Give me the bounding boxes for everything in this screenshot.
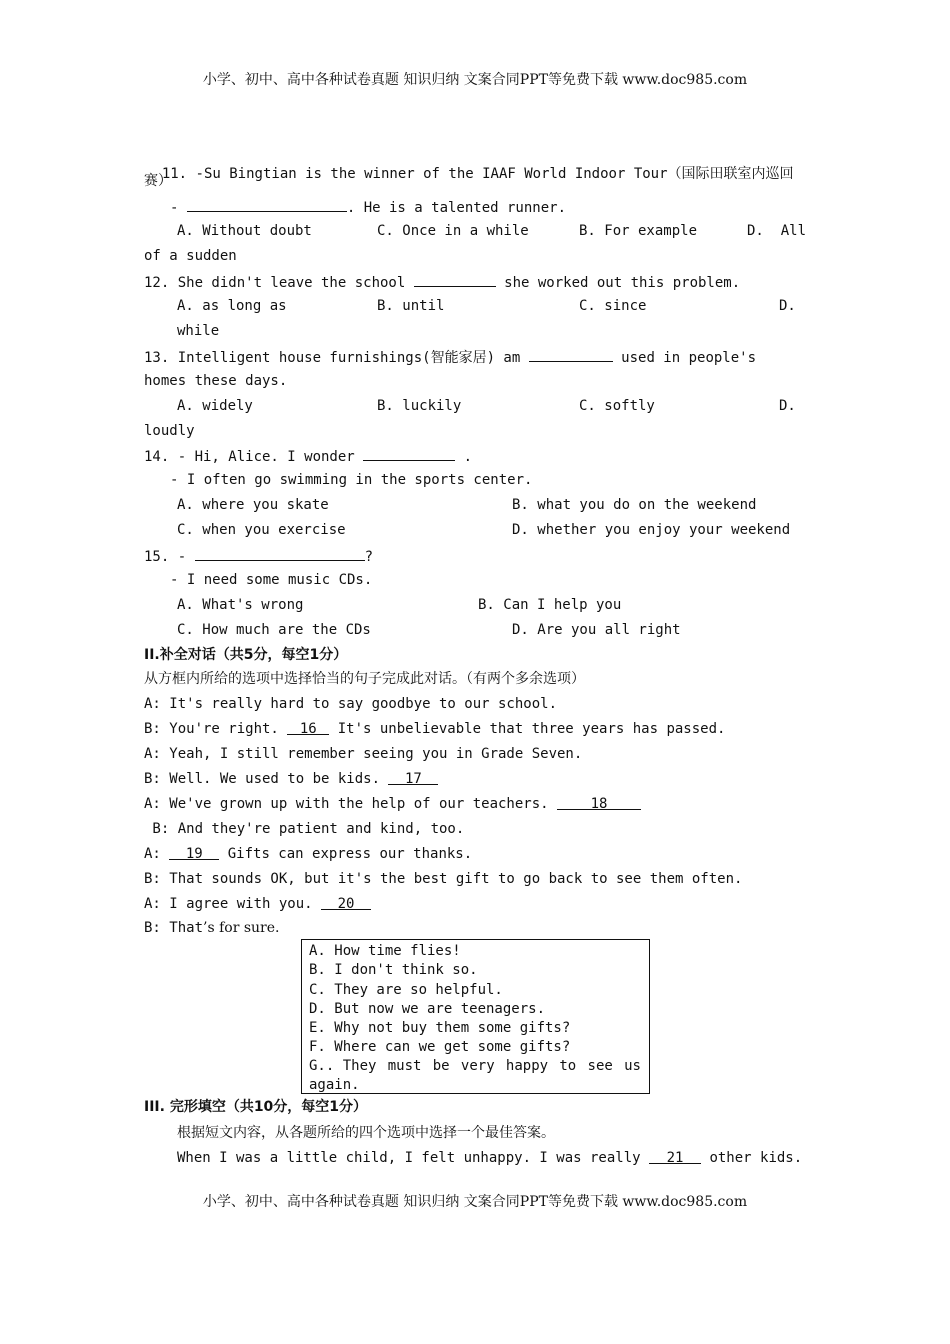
options-box [301,939,650,1094]
q11-option-d[interactable]: D. All [747,223,807,239]
q13-option-b[interactable]: B. luckily [377,398,462,414]
q11-option-d-cont: of a sudden [144,248,237,264]
q13-option-d[interactable]: D. [779,398,796,414]
box-option-b: B. I don't think so. [309,962,478,978]
q15-option-c[interactable]: C. How much are the CDs [177,622,371,638]
q12-option-c[interactable]: C. since [579,298,647,314]
section2-title: II.补全对话（共5分，每空1分） [144,647,348,663]
box-option-f: F. Where can we get some gifts? [309,1039,571,1055]
dialog-line-9: A: I agree with you. 20 [144,895,371,913]
q11-option-b[interactable]: B. For example [579,223,698,239]
blank-21[interactable]: 21 [649,1149,701,1164]
q14-option-d[interactable]: D. whether you enjoy your weekend [512,522,791,538]
q15-option-d[interactable]: D. Are you all right [512,622,681,638]
q13-blank[interactable] [529,347,613,362]
q15-stem: 15. - ? [144,546,373,566]
blank-16[interactable]: 16 [287,720,329,735]
q14-stem: 14. - Hi, Alice. I wonder . [144,446,472,466]
q13-option-c[interactable]: C. softly [579,398,655,414]
q15-reply: - I need some music CDs. [170,572,373,588]
q14-option-b[interactable]: B. what you do on the weekend [512,497,757,513]
section3-title: III. 完形填空（共10分，每空1分） [144,1099,368,1115]
q12-option-d[interactable]: D. [779,298,796,314]
passage-line-1: When I was a little child, I felt unhappy. I was really 21 other kids. [177,1150,803,1166]
box-option-c: C. They are so helpful. [309,982,503,998]
q12-option-a[interactable]: A. as long as [177,298,287,314]
blank-20[interactable]: 20 [321,895,371,910]
box-option-g-cont: again. [309,1077,360,1093]
dialog-line-10: B: That’s for sure. [144,920,280,936]
dialog-line-6: B: And they're patient and kind, too. [144,821,465,837]
q11-option-a[interactable]: A. Without doubt [177,223,312,239]
blank-17[interactable]: 17 [388,770,438,785]
box-option-a: A. How time flies! [309,943,461,959]
q12-stem: 12. She didn't leave the school she worked out this problem. [144,272,740,292]
box-option-d: D. But now we are teenagers. [309,1001,546,1017]
dialog-line-3: A: Yeah, I still remember seeing you in Grade Seven. [144,746,583,762]
section2-instruction: 从方框内所给的选项中选择恰当的句子完成此对话。（有两个多余选项） [144,671,585,687]
q12-option-d-cont: while [177,323,220,339]
q11-stem-cont: 赛） [144,173,172,189]
dialog-line-7: A: 19 Gifts can express our thanks. [144,846,473,862]
q14-reply: - I often go swimming in the sports center. [170,472,533,488]
q13-stem: 13. Intelligent house furnishings(智能家居) am used in people's [144,347,756,367]
q11-dialog: - . He is a talented runner. [170,197,566,217]
q11-option-c[interactable]: C. Once in a while [377,223,529,239]
q14-option-a[interactable]: A. where you skate [177,497,329,513]
dialog-line-2: B: You're right. 16 It's unbelievable that three years has passed. [144,721,726,737]
q12-blank[interactable] [414,272,496,287]
q11-stem: 11. -Su Bingtian is the winner of the IAAF World Indoor Tour（国际田联室内巡回 [161,166,794,182]
section3-instruction: 根据短文内容，从各题所给的四个选项中选择一个最佳答案。 [177,1125,555,1141]
q13-option-d-cont: loudly [144,423,195,439]
q15-option-b[interactable]: B. Can I help you [478,597,622,613]
q11-blank[interactable] [187,197,347,212]
box-option-e: E. Why not buy them some gifts? [309,1020,571,1036]
dialog-line-8: B: That sounds OK, but it's the best gift to go back to see them often. [144,871,743,887]
q12-option-b[interactable]: B. until [377,298,445,314]
q14-option-c[interactable]: C. when you exercise [177,522,346,538]
dialog-line-5: A: We've grown up with the help of our teachers. 18 [144,795,641,813]
blank-19[interactable]: 19 [169,845,219,860]
box-option-g: G.. They must be very happy to see us [309,1058,641,1074]
q15-option-a[interactable]: A. What's wrong [177,597,304,613]
q13-stem-cont: homes these days. [144,373,288,389]
blank-18[interactable]: 18 [557,795,641,810]
page-footer: 小学、初中、高中各种试卷真题 知识归纳 文案合同PPT等免费下载 www.doc985.com [202,1194,748,1210]
q13-option-a[interactable]: A. widely [177,398,253,414]
dialog-line-1: A: It's really hard to say goodbye to our school. [144,696,558,712]
dialog-line-4: B: Well. We used to be kids. 17 [144,770,438,788]
q14-blank[interactable] [363,446,455,461]
page-header: 小学、初中、高中各种试卷真题 知识归纳 文案合同PPT等免费下载 www.doc985.com [202,72,748,88]
q15-blank[interactable] [195,546,365,561]
